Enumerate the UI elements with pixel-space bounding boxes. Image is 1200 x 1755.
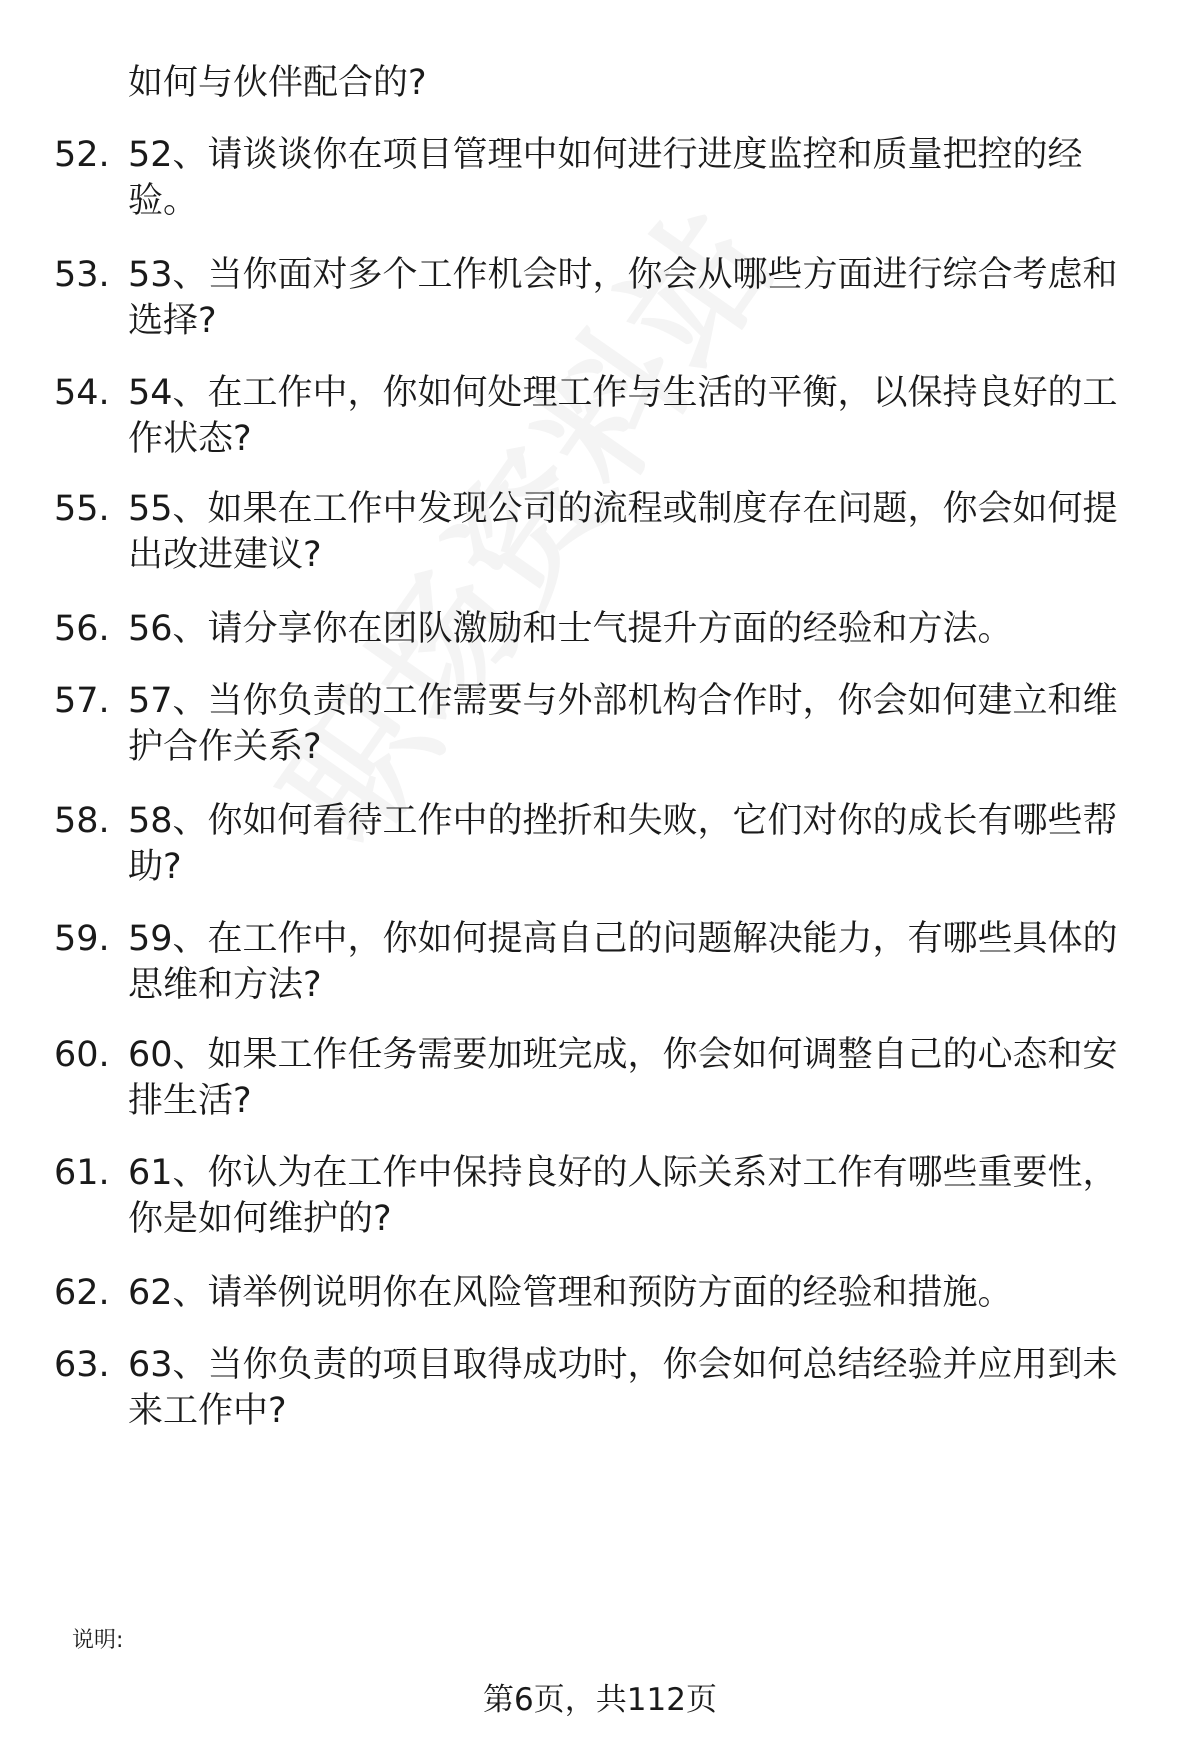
question-number: 58. [54, 801, 110, 841]
question-text-line: 来工作中? [128, 1391, 287, 1431]
question-text-line: 57、当你负责的工作需要与外部机构合作时，你会如何建立和维 [128, 681, 1118, 721]
question-number: 60. [54, 1035, 110, 1075]
page-footer: 第6页，共112页 [483, 1682, 717, 1718]
question-text-line: 63、当你负责的项目取得成功时，你会如何总结经验并应用到未 [128, 1345, 1118, 1385]
question-number: 55. [54, 489, 110, 529]
question-text-line: 56、请分享你在团队激励和士气提升方面的经验和方法。 [128, 609, 1013, 649]
question-text-line: 60、如果工作任务需要加班完成，你会如何调整自己的心态和安 [128, 1035, 1118, 1075]
question-number: 63. [54, 1345, 110, 1385]
continuation-text: 如何与伙伴配合的? [128, 63, 427, 103]
question-text-line: 58、你如何看待工作中的挫折和失败，它们对你的成长有哪些帮 [128, 801, 1118, 841]
question-number: 56. [54, 609, 110, 649]
question-number: 52. [54, 135, 110, 175]
note-label: 说明: [72, 1628, 124, 1653]
question-text-line: 59、在工作中，你如何提高自己的问题解决能力，有哪些具体的 [128, 919, 1118, 959]
question-text-line: 53、当你面对多个工作机会时，你会从哪些方面进行综合考虑和 [128, 255, 1118, 295]
question-text-line: 验。 [128, 181, 199, 221]
question-text-line: 护合作关系? [128, 727, 322, 767]
question-text-line: 61、你认为在工作中保持良好的人际关系对工作有哪些重要性， [128, 1153, 1118, 1193]
question-text-line: 52、请谈谈你在项目管理中如何进行进度监控和质量把控的经 [128, 135, 1083, 175]
question-text-line: 55、如果在工作中发现公司的流程或制度存在问题，你会如何提 [128, 489, 1118, 529]
question-text-line: 助? [128, 847, 182, 887]
question-text-line: 62、请举例说明你在风险管理和预防方面的经验和措施。 [128, 1273, 1013, 1313]
question-number: 61. [54, 1153, 110, 1193]
question-text-line: 你是如何维护的? [128, 1199, 392, 1239]
question-text-line: 排生活? [128, 1081, 252, 1121]
question-text-line: 思维和方法? [128, 965, 322, 1005]
question-text-line: 54、在工作中，你如何处理工作与生活的平衡，以保持良好的工 [128, 373, 1118, 413]
question-number: 59. [54, 919, 110, 959]
question-number: 54. [54, 373, 110, 413]
question-number: 62. [54, 1273, 110, 1313]
question-text-line: 选择? [128, 301, 217, 341]
question-number: 57. [54, 681, 110, 721]
question-text-line: 出改进建议? [128, 535, 322, 575]
question-number: 53. [54, 255, 110, 295]
question-text-line: 作状态? [128, 419, 252, 459]
